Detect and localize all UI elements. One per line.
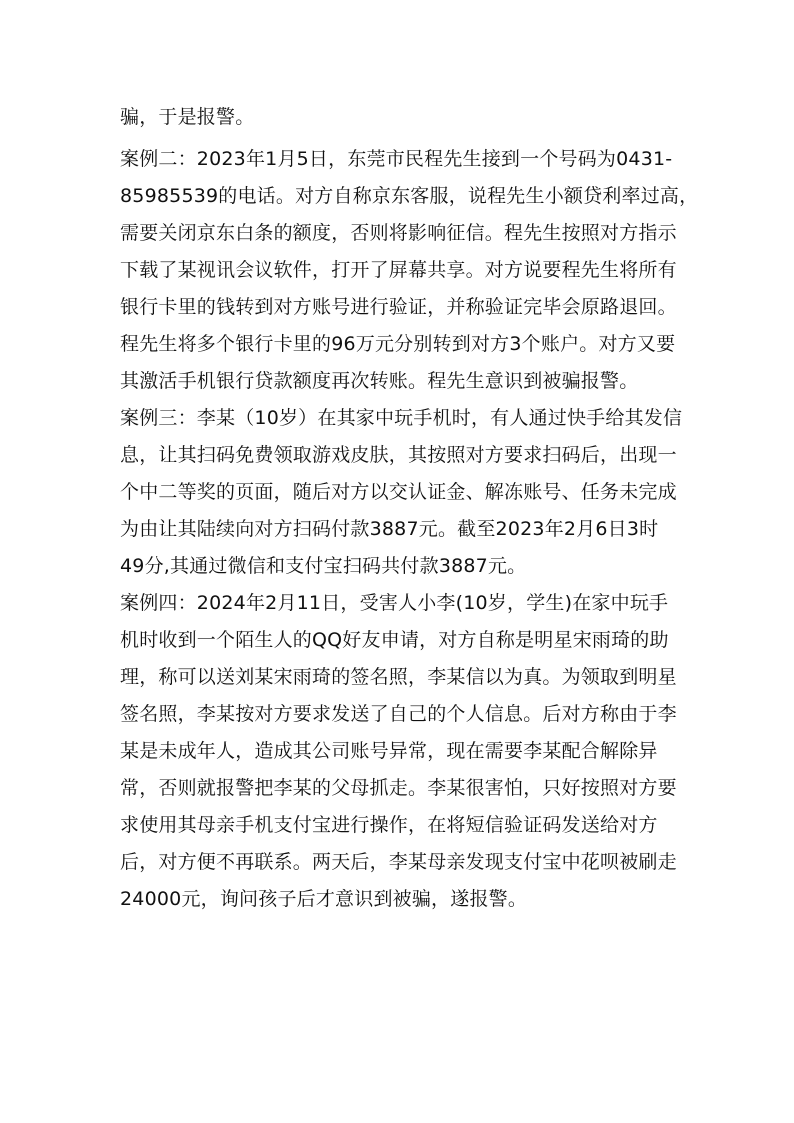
text-line: 机时收到一个陌生人的QQ好友申请，对方自称是明星宋雨琦的助	[120, 629, 669, 651]
text-line: 案例四：2024年2月11日，受害人小李(10岁，学生)在家中玩手	[120, 592, 669, 614]
text-line: 49分,其通过微信和支付宝扫码共付款3887元。	[120, 555, 527, 577]
text-line: 24000元，询问孩子后才意识到被骗，遂报警。	[120, 888, 528, 910]
text-line: 需要关闭京东白条的额度，否则将影响征信。程先生按照对方指示	[120, 222, 677, 244]
text-line: 求使用其母亲手机支付宝进行操作，在将短信验证码发送给对方	[120, 814, 658, 836]
text-line: 某是未成年人，造成其公司账号异常，现在需要李某配合解除异	[120, 740, 658, 762]
text-line: 为由让其陆续向对方扫码付款3887元。截至2023年2月6日3时	[120, 518, 659, 540]
text-line: 理，称可以送刘某宋雨琦的签名照，李某信以为真。为领取到明星	[120, 666, 677, 688]
text-line: 其激活手机银行贷款额度再次转账。程先生意识到被骗报警。	[120, 370, 639, 392]
text-line: 个中二等奖的页面，随后对方以交认证金、解冻账号、任务未完成	[120, 481, 677, 503]
text-line: 下载了某视讯会议软件，打开了屏幕共享。对方说要程先生将所有	[120, 259, 677, 281]
text-line: 签名照，李某按对方要求发送了自己的个人信息。后对方称由于李	[120, 703, 677, 725]
text-line: 银行卡里的钱转到对方账号进行验证，并称验证完毕会原路退回。	[120, 296, 677, 318]
text-line: 85985539的电话。对方自称京东客服，说程先生小额贷利率过高，	[120, 185, 699, 207]
text-line: 后，对方便不再联系。两天后，李某母亲发现支付宝中花呗被刷走	[120, 851, 677, 873]
text-line: 案例三：李某（10岁）在其家中玩手机时，有人通过快手给其发信	[120, 407, 683, 429]
text-line: 常，否则就报警把李某的父母抓走。李某很害怕，只好按照对方要	[120, 777, 677, 799]
text-line: 程先生将多个银行卡里的96万元分别转到对方3个账户。对方又要	[120, 333, 676, 355]
text-line: 案例二：2023年1月5日，东莞市民程先生接到一个号码为0431-	[120, 148, 673, 170]
text-line: 息，让其扫码免费领取游戏皮肤，其按照对方要求扫码后，出现一	[120, 444, 677, 466]
text-line: 骗，于是报警。	[120, 106, 255, 128]
